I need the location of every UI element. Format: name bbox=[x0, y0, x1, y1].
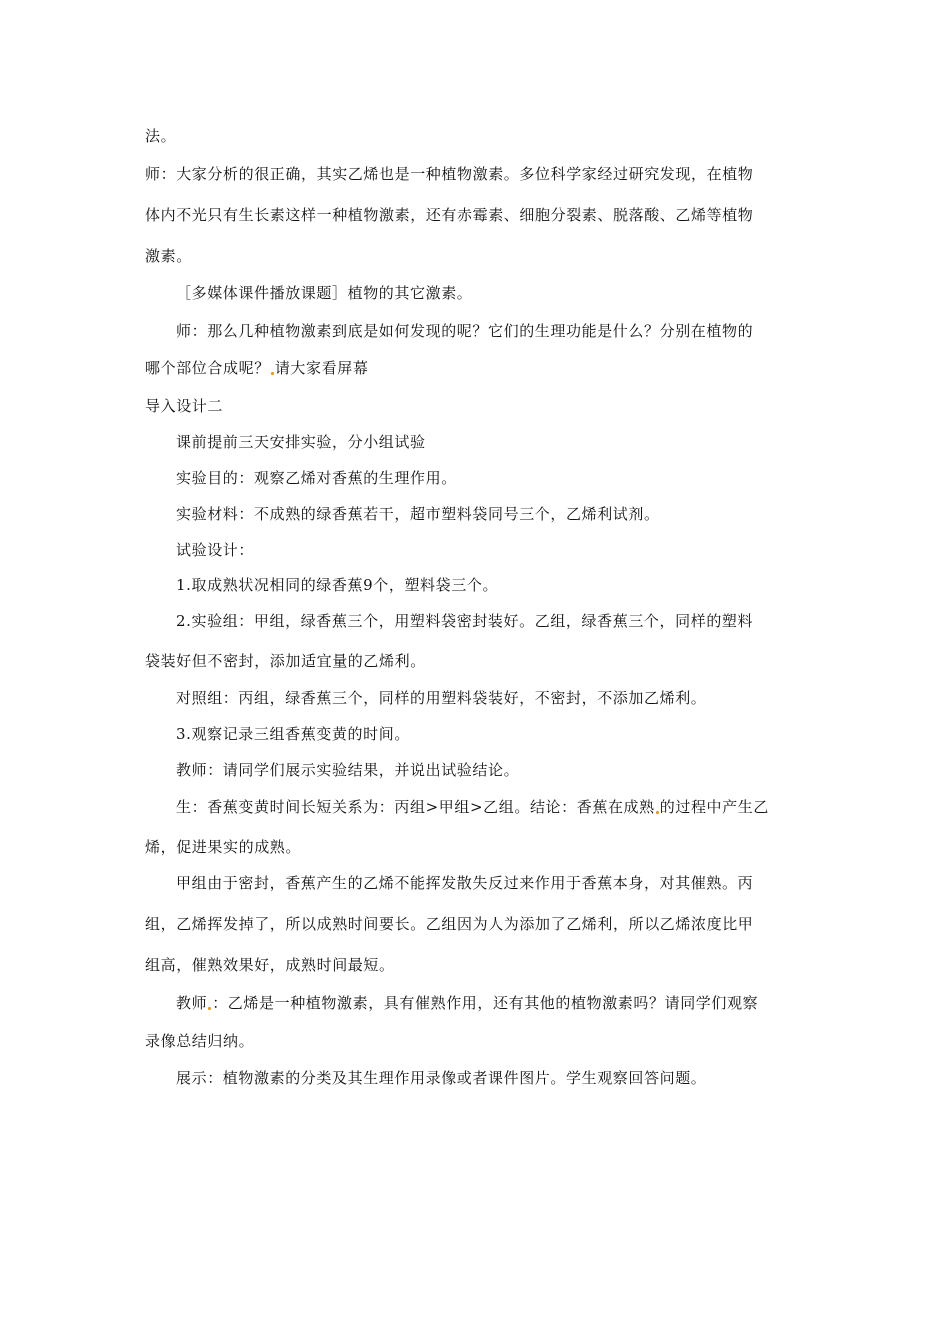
text-line: ［多媒体课件播放课题］植物的其它激素。 bbox=[176, 284, 473, 302]
text-span: 教师 bbox=[176, 994, 208, 1012]
text-span: 的过程中产生乙 bbox=[659, 798, 769, 816]
text-line: 1.取成熟状况相同的绿香蕉9个，塑料袋三个。 bbox=[176, 576, 499, 594]
text-line bbox=[176, 797, 769, 817]
text-line: 试验设计： bbox=[176, 541, 255, 559]
text-span: 哪个部位合成呢？ bbox=[145, 359, 270, 377]
text-line: 师：那么几种植物激素到底是如何发现的呢？它们的生理功能是什么？分别在植物的 bbox=[176, 322, 754, 340]
mark-dot bbox=[271, 372, 274, 375]
text-line: 组高，催熟效果好，成熟时间最短。 bbox=[145, 956, 395, 974]
mark-dot bbox=[208, 1007, 211, 1010]
text-line: 教师：请同学们展示实验结果，并说出试验结论。 bbox=[176, 761, 520, 779]
text-line: 3.观察记录三组香蕉变黄的时间。 bbox=[176, 725, 410, 743]
text-line bbox=[176, 993, 758, 1013]
text-line: 课前提前三天安排实验，分小组试验 bbox=[176, 433, 426, 451]
text-line: 展示：植物激素的分类及其生理作用录像或者课件图片。学生观察回答问题。 bbox=[176, 1069, 707, 1087]
text-line bbox=[145, 358, 368, 378]
text-line: 录像总结归纳。 bbox=[145, 1032, 255, 1050]
text-line: 实验目的：观察乙烯对香蕉的生理作用。 bbox=[176, 469, 457, 487]
text-line: 对照组：丙组，绿香蕉三个，同样的用塑料袋装好，不密封，不添加乙烯利。 bbox=[176, 689, 707, 707]
text-line: 师：大家分析的很正确，其实乙烯也是一种植物激素。多位科学家经过研究发现，在植物 bbox=[145, 165, 754, 183]
text-span: ：乙烯是一种植物激素，具有催熟作用，还有其他的植物激素吗？请同学们观察 bbox=[212, 994, 759, 1012]
section-heading: 导入设计二 bbox=[145, 397, 224, 415]
text-span: 生：香蕉变黄时间长短关系为：丙组>甲组>乙组。结论：香蕉在成熟 bbox=[176, 798, 655, 816]
text-line: 组，乙烯挥发掉了，所以成熟时间要长。乙组因为人为添加了乙烯利，所以乙烯浓度比甲 bbox=[145, 915, 754, 933]
text-line: 甲组由于密封，香蕉产生的乙烯不能挥发散失反过来作用于香蕉本身，对其催熟。丙 bbox=[176, 874, 754, 892]
mark-dot bbox=[656, 811, 659, 814]
text-line: 体内不光只有生长素这样一种植物激素，还有赤霉素、细胞分裂素、脱落酸、乙烯等植物 bbox=[145, 206, 754, 224]
text-line: 烯，促进果实的成熟。 bbox=[145, 838, 302, 856]
text-line: 法。 bbox=[145, 127, 177, 145]
text-line: 袋装好但不密封，添加适宜量的乙烯利。 bbox=[145, 652, 426, 670]
text-line: 激素。 bbox=[145, 247, 192, 265]
text-line: 实验材料：不成熟的绿香蕉若干，超市塑料袋同号三个，乙烯利试剂。 bbox=[176, 505, 660, 523]
text-span: 请大家看屏幕 bbox=[274, 359, 369, 377]
text-line: 2.实验组：甲组，绿香蕉三个，用塑料袋密封装好。乙组，绿香蕉三个，同样的塑料 bbox=[176, 612, 754, 630]
